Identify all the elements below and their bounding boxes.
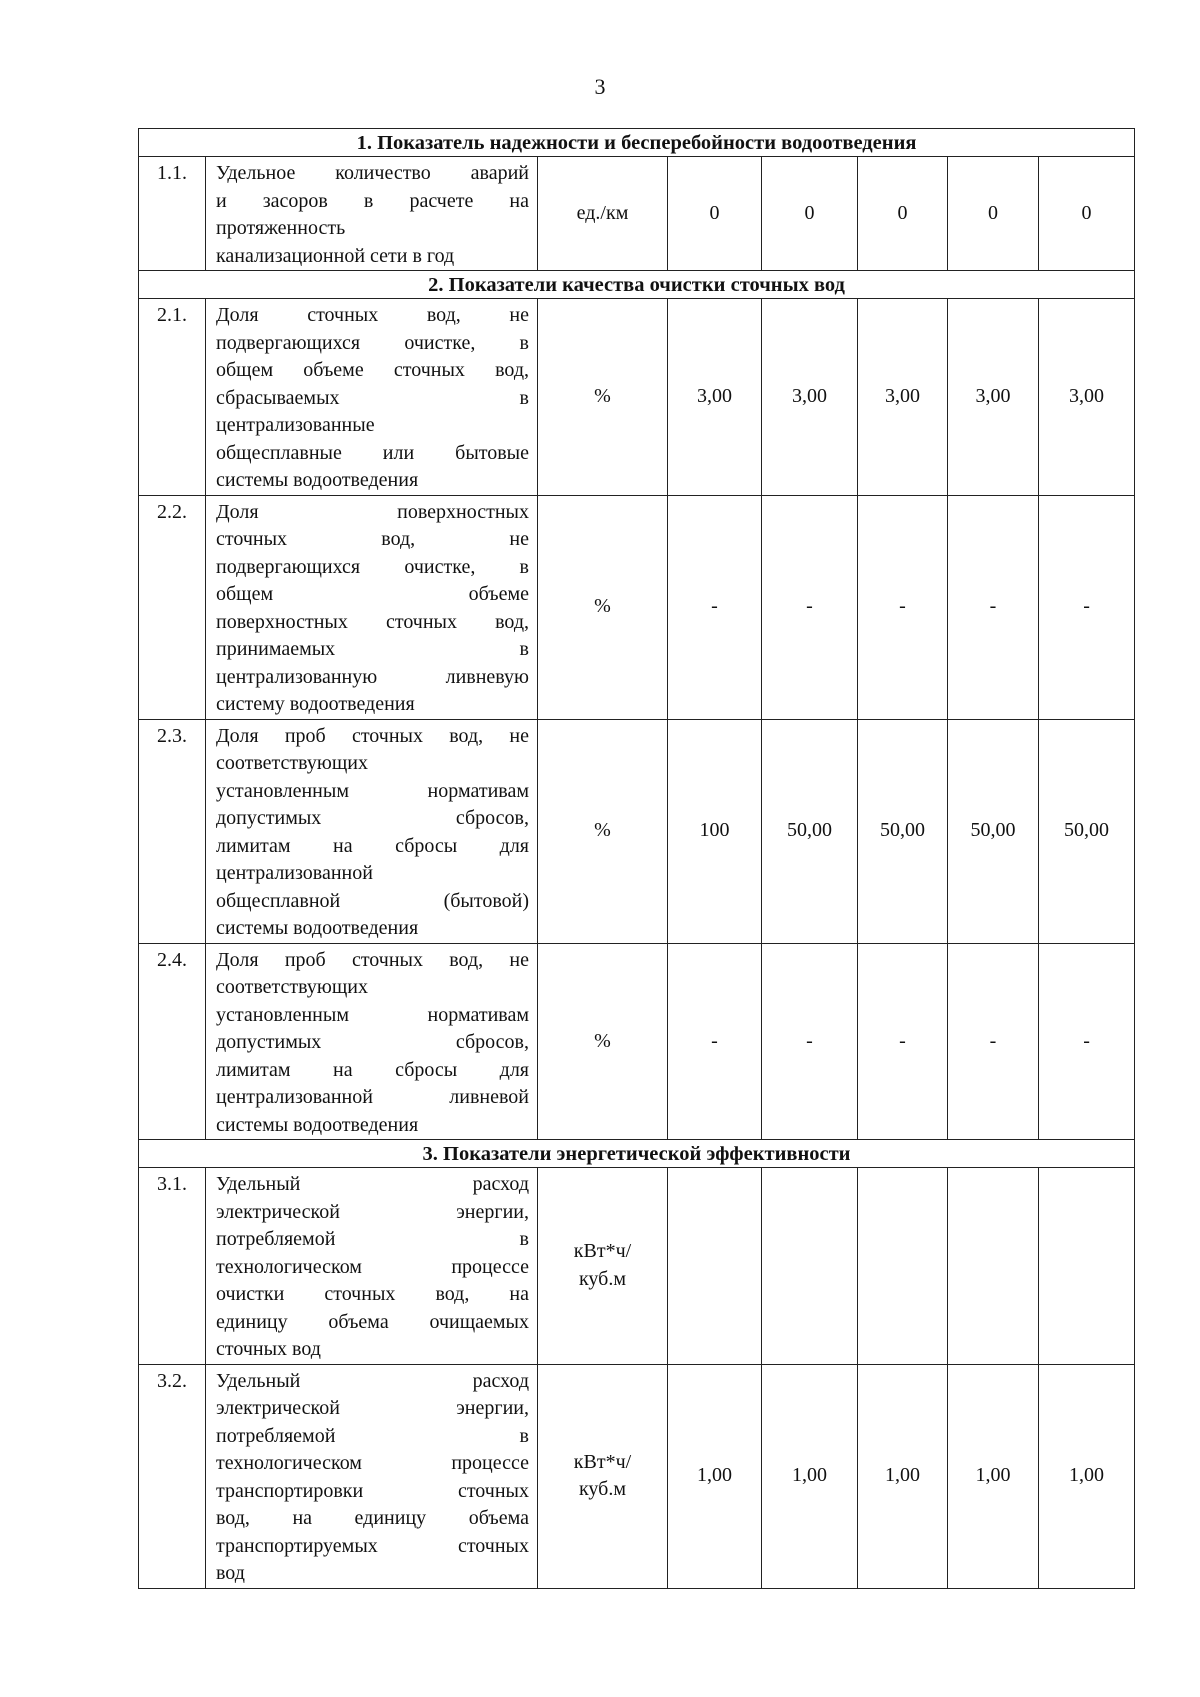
row-number: 2.3. <box>139 719 206 943</box>
value-cell: - <box>1039 495 1135 719</box>
value-cell: - <box>668 495 762 719</box>
description-line: поверхностных сточных вод, <box>216 610 529 633</box>
unit-line: % <box>594 1029 611 1052</box>
description-line: вод <box>216 1562 245 1584</box>
description-line: единицу объема очищаемых <box>216 1310 529 1333</box>
description-line: централизованной <box>216 862 373 884</box>
value-cell: 50,00 <box>948 719 1039 943</box>
description-line: системы водоотведения <box>216 1113 419 1136</box>
value-cell: 0 <box>948 157 1039 271</box>
table-row <box>139 157 1135 271</box>
description-line: потребляемой в <box>216 1228 529 1250</box>
value-cell: 0 <box>1039 157 1135 271</box>
indicator-description <box>206 1364 538 1588</box>
description-line: электрической энергии, <box>216 1397 529 1419</box>
value-cell: 3,00 <box>948 299 1039 496</box>
unit-line: ед./км <box>576 201 629 224</box>
description-line: канализационной сети в год <box>216 244 455 267</box>
description-line: системы водоотведения <box>216 469 419 491</box>
description-line: принимаемых в <box>216 638 529 660</box>
unit-line: % <box>594 595 611 618</box>
value-cell: 0 <box>858 157 948 271</box>
row-number: 1.1. <box>139 157 206 271</box>
unit-line: кВт*ч/ <box>573 1450 632 1473</box>
value-cell: 50,00 <box>858 719 948 943</box>
row-number: 2.1. <box>139 299 206 496</box>
unit-line: кВт*ч/ <box>573 1240 632 1263</box>
value-cell: 0 <box>668 157 762 271</box>
row-number: 3.1. <box>139 1168 206 1365</box>
description-line: Доля проб сточных вод, не <box>216 724 529 747</box>
table-row <box>139 299 1135 496</box>
unit-line: % <box>594 819 611 842</box>
description-line: транспортировки сточных <box>216 1479 529 1502</box>
indicator-description <box>206 943 538 1140</box>
description-line: очистки сточных вод, на <box>216 1283 529 1305</box>
value-cell <box>858 1168 948 1365</box>
indicator-description <box>206 495 538 719</box>
description-line: общем объеме сточных вод, <box>216 359 529 381</box>
value-cell: - <box>858 943 948 1140</box>
description-line: транспортируемых сточных <box>216 1534 529 1557</box>
value-cell: 1,00 <box>858 1364 948 1588</box>
value-cell: - <box>948 495 1039 719</box>
description-line: лимитам на сбросы для <box>216 834 529 857</box>
table-row <box>139 495 1135 719</box>
description-line: сточных вод <box>216 1338 321 1360</box>
unit-cell <box>538 1168 668 1365</box>
description-line: централизованные <box>216 414 375 436</box>
unit-line: куб.м <box>578 1267 626 1290</box>
description-line: Удельное количество аварий <box>216 162 529 184</box>
value-cell: 100 <box>668 719 762 943</box>
section-header <box>139 1140 1135 1168</box>
unit-line: куб.м <box>578 1478 626 1500</box>
description-line: допустимых сбросов, <box>216 807 529 829</box>
description-line: систему водоотведения <box>216 693 415 715</box>
description-line: электрической энергии, <box>216 1200 529 1223</box>
indicator-description <box>206 299 538 496</box>
description-line: Доля проб сточных вод, не <box>216 948 529 971</box>
value-cell: - <box>762 943 858 1140</box>
description-line: общесплавной (бытовой) <box>216 889 529 912</box>
value-cell: 3,00 <box>668 299 762 496</box>
description-line: подвергающихся очистке, в <box>216 555 529 578</box>
description-line: Удельный расход <box>216 1369 529 1392</box>
description-line: соответствующих <box>216 752 368 774</box>
value-cell: 1,00 <box>948 1364 1039 1588</box>
description-line: допустимых сбросов, <box>216 1031 529 1053</box>
unit-cell <box>538 1364 668 1588</box>
indicator-description <box>206 719 538 943</box>
description-line: Удельный расход <box>216 1173 529 1195</box>
page-number: 3 <box>594 74 606 99</box>
table-row <box>139 719 1135 943</box>
row-number: 3.2. <box>139 1364 206 1588</box>
value-cell: - <box>1039 943 1135 1140</box>
value-cell: - <box>668 943 762 1140</box>
table-row <box>139 1364 1135 1588</box>
value-cell: 50,00 <box>1039 719 1135 943</box>
value-cell: 3,00 <box>858 299 948 496</box>
value-cell: 1,00 <box>668 1364 762 1588</box>
description-line: протяженность <box>216 217 346 239</box>
description-line: подвергающихся очистке, в <box>216 331 529 354</box>
value-cell: 1,00 <box>762 1364 858 1588</box>
description-line: общесплавные или бытовые <box>216 441 529 464</box>
description-line: централизованной ливневой <box>216 1086 529 1108</box>
description-line: централизованную ливневую <box>216 665 529 688</box>
value-cell <box>1039 1168 1135 1365</box>
description-line: вод, на единицу объема <box>216 1507 529 1529</box>
value-cell: - <box>762 495 858 719</box>
value-cell: - <box>858 495 948 719</box>
value-cell: 50,00 <box>762 719 858 943</box>
description-line: Доля поверхностных <box>216 500 529 523</box>
row-number: 2.4. <box>139 943 206 1140</box>
value-cell <box>948 1168 1039 1365</box>
description-line: лимитам на сбросы для <box>216 1058 529 1081</box>
section-header <box>139 271 1135 299</box>
section-title: 3. Показатели энергетической эффективности <box>139 1140 1135 1168</box>
unit-cell <box>538 299 668 496</box>
description-line: технологическом процессе <box>216 1452 529 1474</box>
description-line: установленным нормативам <box>216 779 529 802</box>
table-row <box>139 943 1135 1140</box>
value-cell <box>668 1168 762 1365</box>
description-line: Доля сточных вод, не <box>216 304 529 326</box>
indicators-table <box>138 128 1135 1589</box>
unit-cell <box>538 157 668 271</box>
table-row <box>139 1168 1135 1365</box>
section-title: 1. Показатель надежности и бесперебойности водоотведения <box>139 129 1135 157</box>
row-number: 2.2. <box>139 495 206 719</box>
value-cell: 3,00 <box>762 299 858 496</box>
unit-cell <box>538 719 668 943</box>
section-header <box>139 129 1135 157</box>
value-cell: 1,00 <box>1039 1364 1135 1588</box>
description-line: и засоров в расчете на <box>216 189 529 212</box>
unit-line: % <box>594 385 611 407</box>
unit-cell <box>538 495 668 719</box>
value-cell: 0 <box>762 157 858 271</box>
description-line: системы водоотведения <box>216 917 419 939</box>
description-line: соответствующих <box>216 976 368 998</box>
description-line: потребляемой в <box>216 1424 529 1447</box>
value-cell: 3,00 <box>1039 299 1135 496</box>
description-line: технологическом процессе <box>216 1255 529 1278</box>
description-line: установленным нормативам <box>216 1003 529 1026</box>
value-cell: - <box>948 943 1039 1140</box>
section-title: 2. Показатели качества очистки сточных вод <box>139 271 1135 299</box>
indicator-description <box>206 157 538 271</box>
description-line: сбрасываемых в <box>216 386 529 409</box>
unit-cell <box>538 943 668 1140</box>
value-cell <box>762 1168 858 1365</box>
description-line: сточных вод, не <box>216 528 529 550</box>
indicator-description <box>206 1168 538 1365</box>
description-line: общем объеме <box>216 583 529 605</box>
